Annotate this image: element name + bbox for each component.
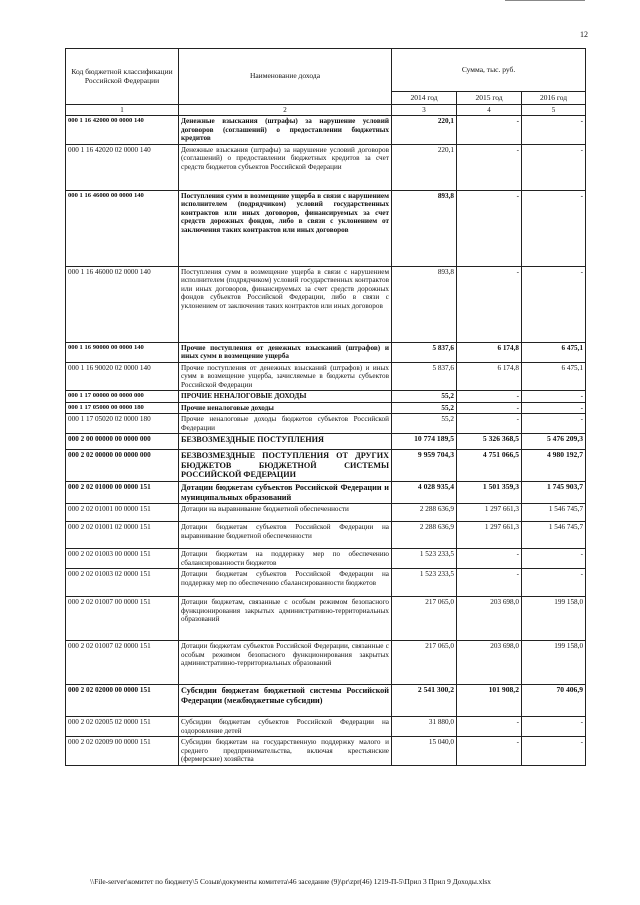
row-value-2015: -	[457, 549, 522, 569]
row-name-cell: ПРОЧИЕ НЕНАЛОГОВЫЕ ДОХОДЫ	[179, 391, 392, 402]
row-value-2015: 6 174,8	[457, 362, 522, 390]
row-code-cell: 000 2 02 00000 00 0000 000	[66, 450, 179, 482]
row-code-cell: 000 1 16 42020 02 0000 140	[66, 144, 179, 190]
row-code-cell: 000 2 02 02000 00 0000 151	[66, 685, 179, 717]
row-value-2016: -	[522, 717, 586, 737]
row-value-2014: 1 523 233,5	[392, 569, 457, 597]
row-code-cell: 000 2 02 01003 02 0000 151	[66, 569, 179, 597]
row-code-cell: 000 1 16 42000 00 0000 140	[66, 116, 179, 144]
row-name-cell: БЕЗВОЗМЕЗДНЫЕ ПОСТУПЛЕНИЯ	[179, 434, 392, 450]
row-name-cell: Дотации бюджетам субъектов Российской Федерации на выравнивание бюджетной обеспеченности	[179, 522, 392, 549]
row-value-2015: -	[457, 569, 522, 597]
table-row	[66, 685, 586, 717]
row-value-2015: 203 698,0	[457, 597, 522, 641]
row-name-cell: Дотации бюджетам субъектов Российской Федерации на поддержку мер по обеспечению сбалансированности бюджетов	[179, 569, 392, 597]
row-value-2016: -	[522, 144, 586, 190]
table-row	[66, 737, 586, 765]
table-row	[66, 569, 586, 597]
row-code-cell: 000 2 02 01001 00 0000 151	[66, 504, 179, 522]
row-value-2016: 4 980 192,7	[522, 450, 586, 482]
row-value-2016: -	[522, 266, 586, 342]
row-value-2014: 55,2	[392, 402, 457, 413]
row-value-2015: 1 501 359,3	[457, 482, 522, 504]
row-value-2014: 2 541 300,2	[392, 685, 457, 717]
row-value-2016: 1 546 745,7	[522, 522, 586, 549]
row-value-2015: -	[457, 391, 522, 402]
row-value-2014: 9 959 704,3	[392, 450, 457, 482]
row-value-2016: 1 546 745,7	[522, 504, 586, 522]
row-code-cell: 000 2 02 01007 02 0000 151	[66, 641, 179, 685]
row-value-2015: -	[457, 737, 522, 765]
top-edge-line	[505, 0, 585, 1]
row-value-2014: 4 028 935,4	[392, 482, 457, 504]
table-row	[66, 597, 586, 641]
column-number: 5	[522, 105, 586, 116]
row-value-2016: -	[522, 190, 586, 266]
row-code-cell: 000 2 02 01003 00 0000 151	[66, 549, 179, 569]
row-code-cell: 000 1 17 05000 00 0000 180	[66, 402, 179, 413]
table-row	[66, 391, 586, 402]
row-value-2015: 1 297 661,3	[457, 504, 522, 522]
table-row	[66, 450, 586, 482]
header-code-column: Код бюджетной классификации Российской Федерации	[66, 49, 179, 105]
row-code-cell: 000 2 02 02005 02 0000 151	[66, 717, 179, 737]
row-value-2016: -	[522, 414, 586, 434]
page-number: 12	[580, 30, 588, 39]
row-name-cell: Денежные взыскания (штрафы) за нарушение условий договоров (соглашений) о предоставлении бюджетных кредитов	[179, 116, 392, 144]
header-year-2014: 2014 год	[392, 92, 457, 105]
header-sum-column: Сумма, тыс. руб.	[392, 49, 586, 92]
row-value-2016: 1 745 903,7	[522, 482, 586, 504]
row-code-cell: 000 1 17 00000 00 0000 000	[66, 391, 179, 402]
table-row	[66, 342, 586, 362]
row-value-2016: -	[522, 391, 586, 402]
column-number: 4	[457, 105, 522, 116]
column-number: 3	[392, 105, 457, 116]
row-name-cell: Дотации бюджетам субъектов Российской Федерации и муниципальных образований	[179, 482, 392, 504]
row-value-2016: 6 475,1	[522, 342, 586, 362]
row-value-2014: 1 523 233,5	[392, 549, 457, 569]
row-value-2014: 893,8	[392, 190, 457, 266]
table-row	[66, 482, 586, 504]
row-name-cell: БЕЗВОЗМЕЗДНЫЕ ПОСТУПЛЕНИЯ ОТ ДРУГИХ БЮДЖЕТОВ БЮДЖЕТНОЙ СИСТЕМЫ РОССИЙСКОЙ ФЕДЕРАЦИИ	[179, 450, 392, 482]
row-name-cell: Дотации на выравнивание бюджетной обеспеченности	[179, 504, 392, 522]
row-value-2016: -	[522, 116, 586, 144]
row-value-2015: 1 297 661,3	[457, 522, 522, 549]
row-value-2016: 5 476 209,3	[522, 434, 586, 450]
table-row	[66, 522, 586, 549]
row-value-2015: -	[457, 144, 522, 190]
table-row	[66, 549, 586, 569]
table-row	[66, 414, 586, 434]
row-code-cell: 000 1 16 90000 00 0000 140	[66, 342, 179, 362]
row-name-cell: Денежные взыскания (штрафы) за нарушение условий договоров (соглашений) о предоставлении бюджетных кредитов за счет средств бюджетов субъектов Российской Федерации	[179, 144, 392, 190]
row-value-2014: 217 065,0	[392, 641, 457, 685]
row-value-2015: 101 908,2	[457, 685, 522, 717]
header-year-2015: 2015 год	[457, 92, 522, 105]
row-name-cell: Дотации бюджетам субъектов Российской Федерации, связанные с особым режимом безопасного функционирования закрытых административно-территориальных образований	[179, 641, 392, 685]
row-code-cell: 000 2 00 00000 00 0000 000	[66, 434, 179, 450]
file-path-footer: \\File-server\комитет по бюджету\5 Созыв\документы комитета\46 заседание (9)\pr\zpr(46) 1219-П-5\Прил 3 Прил 9 Доходы.xlsx	[90, 877, 491, 886]
revenue-table	[65, 48, 586, 766]
row-code-cell: 000 2 02 01001 02 0000 151	[66, 522, 179, 549]
row-value-2016: -	[522, 549, 586, 569]
row-value-2015: 5 326 368,5	[457, 434, 522, 450]
row-code-cell: 000 1 17 05020 02 0000 180	[66, 414, 179, 434]
column-number: 2	[179, 105, 392, 116]
row-name-cell: Субсидии бюджетам на государственную поддержку малого и среднего предпринимательства, включая крестьянские (фермерские) хозяйства	[179, 737, 392, 765]
row-value-2014: 55,2	[392, 414, 457, 434]
row-value-2015: -	[457, 717, 522, 737]
table-row	[66, 641, 586, 685]
row-code-cell: 000 1 16 46000 00 0000 140	[66, 190, 179, 266]
table-row	[66, 717, 586, 737]
row-code-cell: 000 1 16 90020 02 0000 140	[66, 362, 179, 390]
row-name-cell: Прочие поступления от денежных взысканий (штрафов) и иных сумм в возмещение ущерба, зачисляемые в бюджеты субъектов Российской Федерации	[179, 362, 392, 390]
row-value-2015: -	[457, 190, 522, 266]
table-row	[66, 190, 586, 266]
row-value-2014: 893,8	[392, 266, 457, 342]
row-name-cell: Прочие неналоговые доходы	[179, 402, 392, 413]
row-value-2014: 2 288 636,9	[392, 504, 457, 522]
table-row	[66, 362, 586, 390]
row-code-cell: 000 1 16 46000 02 0000 140	[66, 266, 179, 342]
table-row	[66, 144, 586, 190]
row-name-cell: Прочие поступления от денежных взысканий (штрафов) и иных сумм в возмещение ущерба	[179, 342, 392, 362]
table-row	[66, 116, 586, 144]
row-value-2014: 15 040,0	[392, 737, 457, 765]
row-value-2014: 2 288 636,9	[392, 522, 457, 549]
row-name-cell: Дотации бюджетам на поддержку мер по обеспечению сбалансированности бюджетов	[179, 549, 392, 569]
row-value-2015: -	[457, 414, 522, 434]
row-value-2015: -	[457, 402, 522, 413]
row-value-2016: 199 158,0	[522, 597, 586, 641]
row-value-2014: 10 774 189,5	[392, 434, 457, 450]
row-value-2016: 199 158,0	[522, 641, 586, 685]
row-name-cell: Поступления сумм в возмещение ущерба в связи с нарушением исполнителем (подрядчиком) условий государственных контрактов или иных договоров, финансируемых за счет средств дорожных фондов, либо в связи с уклонением от заключения таких контрактов или иных договоров	[179, 190, 392, 266]
row-value-2016: -	[522, 569, 586, 597]
row-value-2014: 217 065,0	[392, 597, 457, 641]
row-value-2015: 4 751 066,5	[457, 450, 522, 482]
row-name-cell: Прочие неналоговые доходы бюджетов субъектов Российской Федерации	[179, 414, 392, 434]
row-value-2015: -	[457, 116, 522, 144]
row-value-2014: 220,1	[392, 144, 457, 190]
row-value-2016: -	[522, 402, 586, 413]
table-row	[66, 402, 586, 413]
table-row	[66, 434, 586, 450]
row-value-2014: 5 837,6	[392, 362, 457, 390]
row-name-cell: Субсидии бюджетам бюджетной системы Российской Федерации (межбюджетные субсидии)	[179, 685, 392, 717]
header-year-2016: 2016 год	[522, 92, 586, 105]
row-value-2016: 6 475,1	[522, 362, 586, 390]
table-row	[66, 504, 586, 522]
row-code-cell: 000 2 02 01007 00 0000 151	[66, 597, 179, 641]
row-value-2014: 55,2	[392, 391, 457, 402]
column-number: 1	[66, 105, 179, 116]
table-body	[66, 116, 586, 766]
row-value-2016: 70 406,9	[522, 685, 586, 717]
header-name-column: Наименование дохода	[179, 49, 392, 105]
row-name-cell: Поступления сумм в возмещение ущерба в связи с нарушением исполнителем (подрядчиком) условий государственных контрактов или иных договоров, финансируемых за счет средств дорожных фондов субъектов Российской Федерации, либо в связи с уклонением от заключения таких контрактов или иных договоров	[179, 266, 392, 342]
row-code-cell: 000 2 02 02009 00 0000 151	[66, 737, 179, 765]
row-value-2014: 220,1	[392, 116, 457, 144]
row-value-2014: 31 880,0	[392, 717, 457, 737]
table-row	[66, 266, 586, 342]
row-name-cell: Дотации бюджетам, связанные с особым режимом безопасного функционирования закрытых административно-территориальных образований	[179, 597, 392, 641]
row-value-2016: -	[522, 737, 586, 765]
row-name-cell: Субсидии бюджетам субъектов Российской Федерации на оздоровление детей	[179, 717, 392, 737]
row-value-2015: 6 174,8	[457, 342, 522, 362]
row-value-2015: -	[457, 266, 522, 342]
row-code-cell: 000 2 02 01000 00 0000 151	[66, 482, 179, 504]
row-value-2015: 203 698,0	[457, 641, 522, 685]
row-value-2014: 5 837,6	[392, 342, 457, 362]
